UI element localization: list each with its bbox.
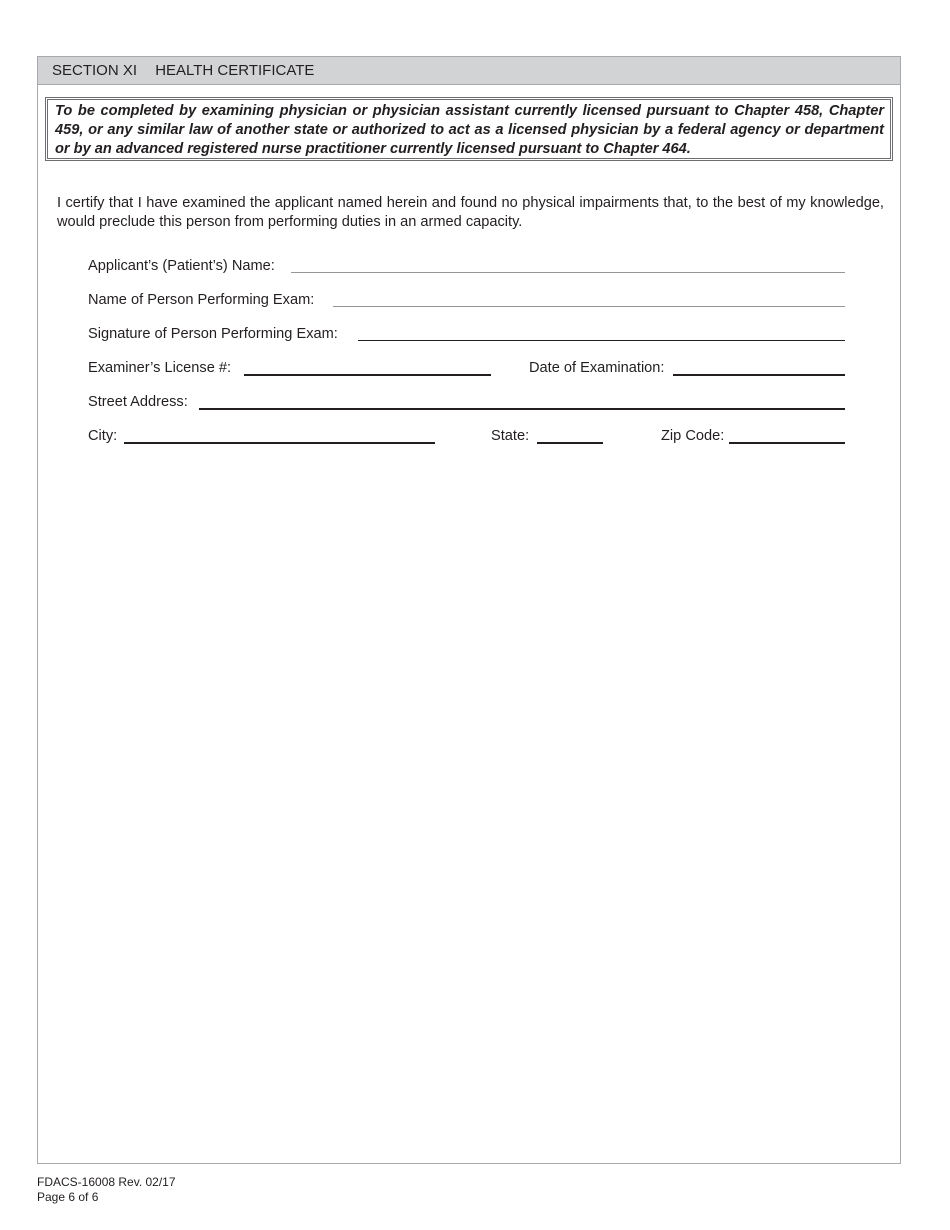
applicant-name-label: Applicant’s (Patient’s) Name: <box>88 258 275 274</box>
certification-statement: I certify that I have examined the applicant named herein and found no physical impairments that, to the best of my knowledge, would preclude this person from performing duties in an armed capacity. <box>57 195 884 230</box>
applicant-name-field[interactable] <box>291 272 845 273</box>
license-number-label: Examiner’s License #: <box>88 360 232 376</box>
state-field[interactable] <box>537 442 603 444</box>
state-label: State: <box>491 428 530 444</box>
examiner-name-label: Name of Person Performing Exam: <box>88 292 315 308</box>
city-field[interactable] <box>124 442 435 444</box>
section-number: SECTION XI <box>52 62 138 79</box>
page-number: Page 6 of 6 <box>37 1190 99 1204</box>
exam-date-label: Date of Examination: <box>529 360 665 376</box>
examiner-name-field[interactable] <box>333 306 845 307</box>
zip-code-label: Zip Code: <box>661 428 725 444</box>
section-title: HEALTH CERTIFICATE <box>155 62 315 79</box>
exam-date-field[interactable] <box>673 374 845 376</box>
form-id: FDACS-16008 Rev. 02/17 <box>37 1175 176 1189</box>
examiner-signature-label: Signature of Person Performing Exam: <box>88 326 338 342</box>
section-header <box>38 57 900 85</box>
street-address-label: Street Address: <box>88 394 188 410</box>
street-address-field[interactable] <box>199 408 845 410</box>
page-footer <box>37 1175 176 1205</box>
examiner-signature-field[interactable] <box>358 340 845 341</box>
zip-code-field[interactable] <box>729 442 845 444</box>
city-label: City: <box>88 428 118 444</box>
instructions-notice: To be completed by examining physician or physician assistant currently licensed pursuant to Chapter 458, Chapter 459, or any similar law of another state or authorized to act as a licensed physician by a federal agency or department or by an advanced registered nurse practitioner currently licensed pursuant to Chapter 464. <box>45 97 893 161</box>
license-number-field[interactable] <box>244 374 491 376</box>
health-certificate-section <box>37 56 901 1164</box>
